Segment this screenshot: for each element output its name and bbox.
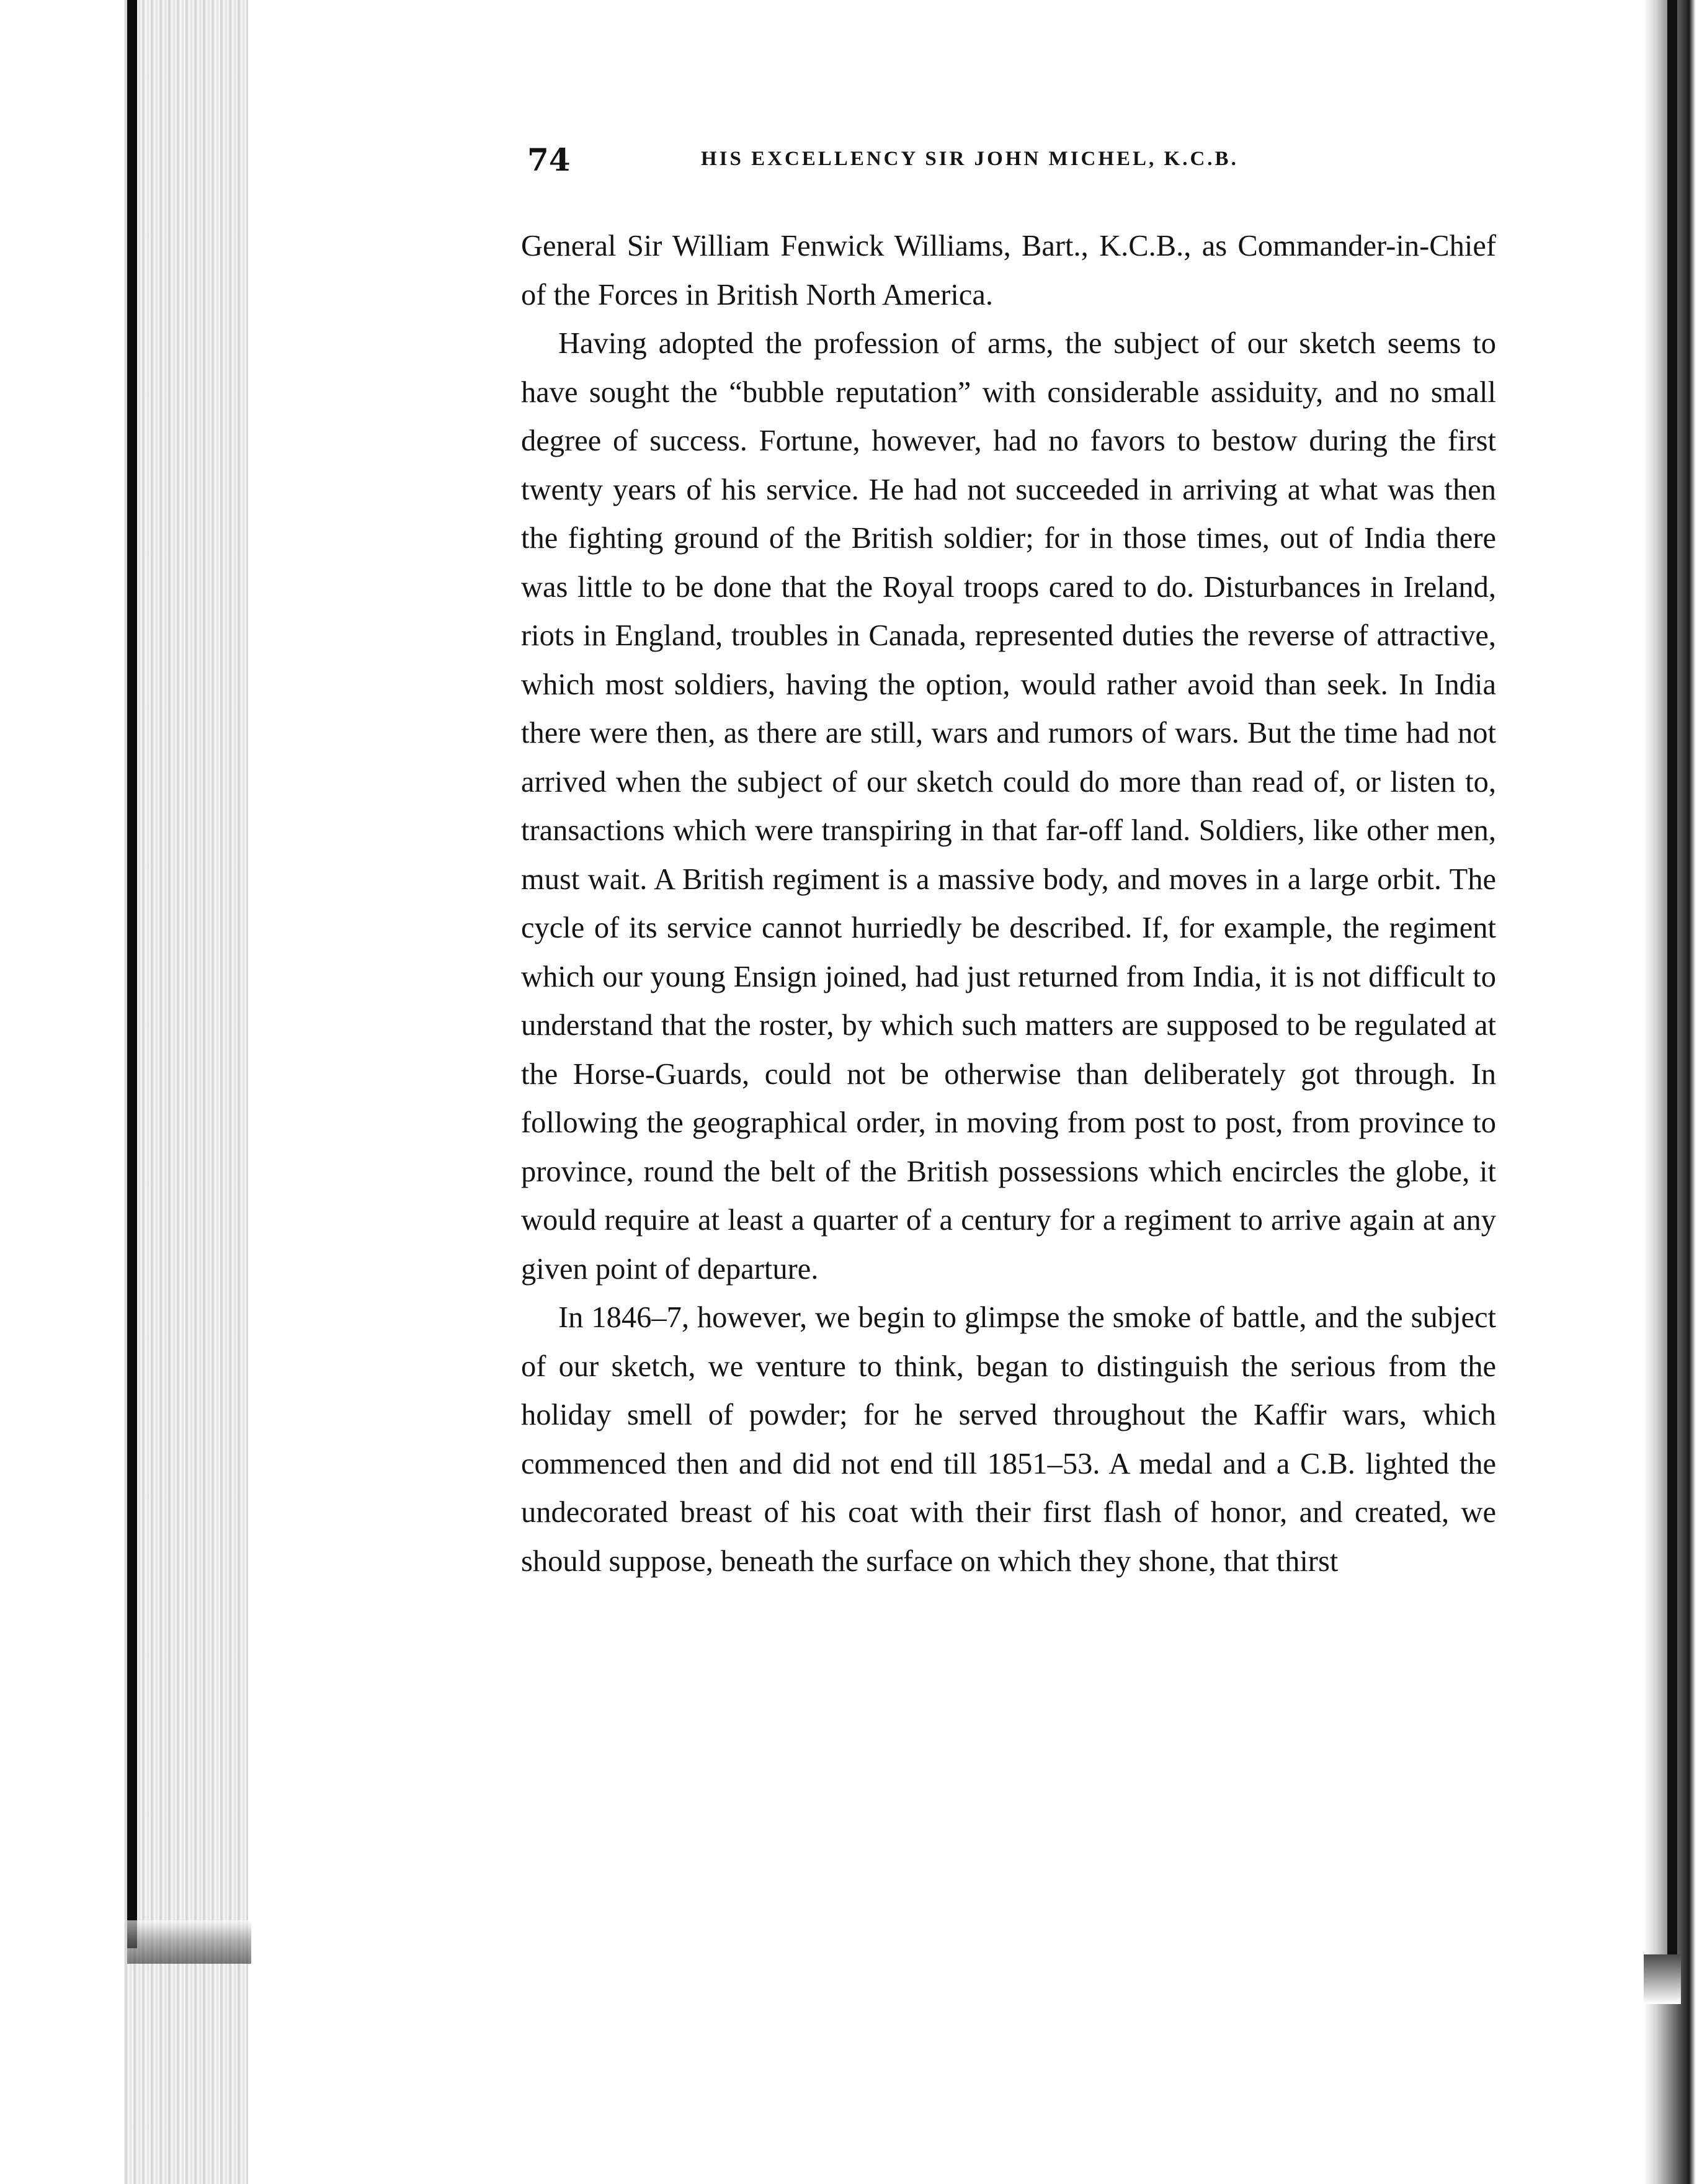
paragraph-1: General Sir William Fenwick Williams, Bart., K.C.B., as Commander-in-Chief of the Forces in British North America. [521,230,1496,311]
book-page-edges-left [124,0,248,2184]
scan-shadow-right [1667,0,1677,1954]
paragraph-3: In 1846–7, however, we begin to glimpse the smoke of battle, and the subject of our sketch, we venture to think, began to distinguish the serious from the holiday smell of powder; for he served throughout the Kaffir wars, which commenced then and did not end till 1851–53. A medal and a C.B. lighted the undecorated breast of his coat with their first flash of honor, and created, we should suppose, beneath the surface on which they shone, that thirst [521,1301,1496,1578]
page-number: 74 [527,141,571,178]
paragraph-2: Having adopted the profession of arms, the subject of our sketch seems to have sought the “bubble reputation” with considerable assiduity, and no small degree of success. Fortune, however, had no favors to bestow during the first twenty years of his service. He had not succeeded in arriving at what was then the fighting ground of the British soldier; for in those times, out of India there was little to be done that the Royal troops cared to do. Disturbances in Ireland, riots in England, troubles in Canada, represented duties the reverse of attractive, which most soldiers, having the option, would rather avoid than seek. In India there were then, as there are still, wars and rumors of wars. But the time had not arrived when the subject of our sketch could do more than read of, or listen to, transactions which were transpiring in that far-off land. Soldiers, like other men, must wait. A British regiment is a massive body, and moves in a large orbit. The cycle of its service cannot hurriedly be described. If, for example, the regiment which our young Ensign joined, had just returned from India, it is not difficult to understand that the roster, by which such matters are supposed to be regulated at the Horse-Guards, could not be otherwise than deliberately got through. In following the geographical order, in moving from post to post, from province to province, round the belt of the British possessions which encircles the globe, it would require at least a quarter of a century for a regiment to arrive again at any given point of departure. [521,327,1496,1286]
page-header [527,141,1557,185]
page-body [521,222,1496,1586]
scan-shadow-bottom-left [127,1920,251,1964]
running-head: HIS EXCELLENCY SIR JOHN MICHEL, K.C.B. [701,148,1239,170]
scan-shadow-left [127,0,137,1948]
scan-shadow-right-fade [1644,1954,1681,2004]
